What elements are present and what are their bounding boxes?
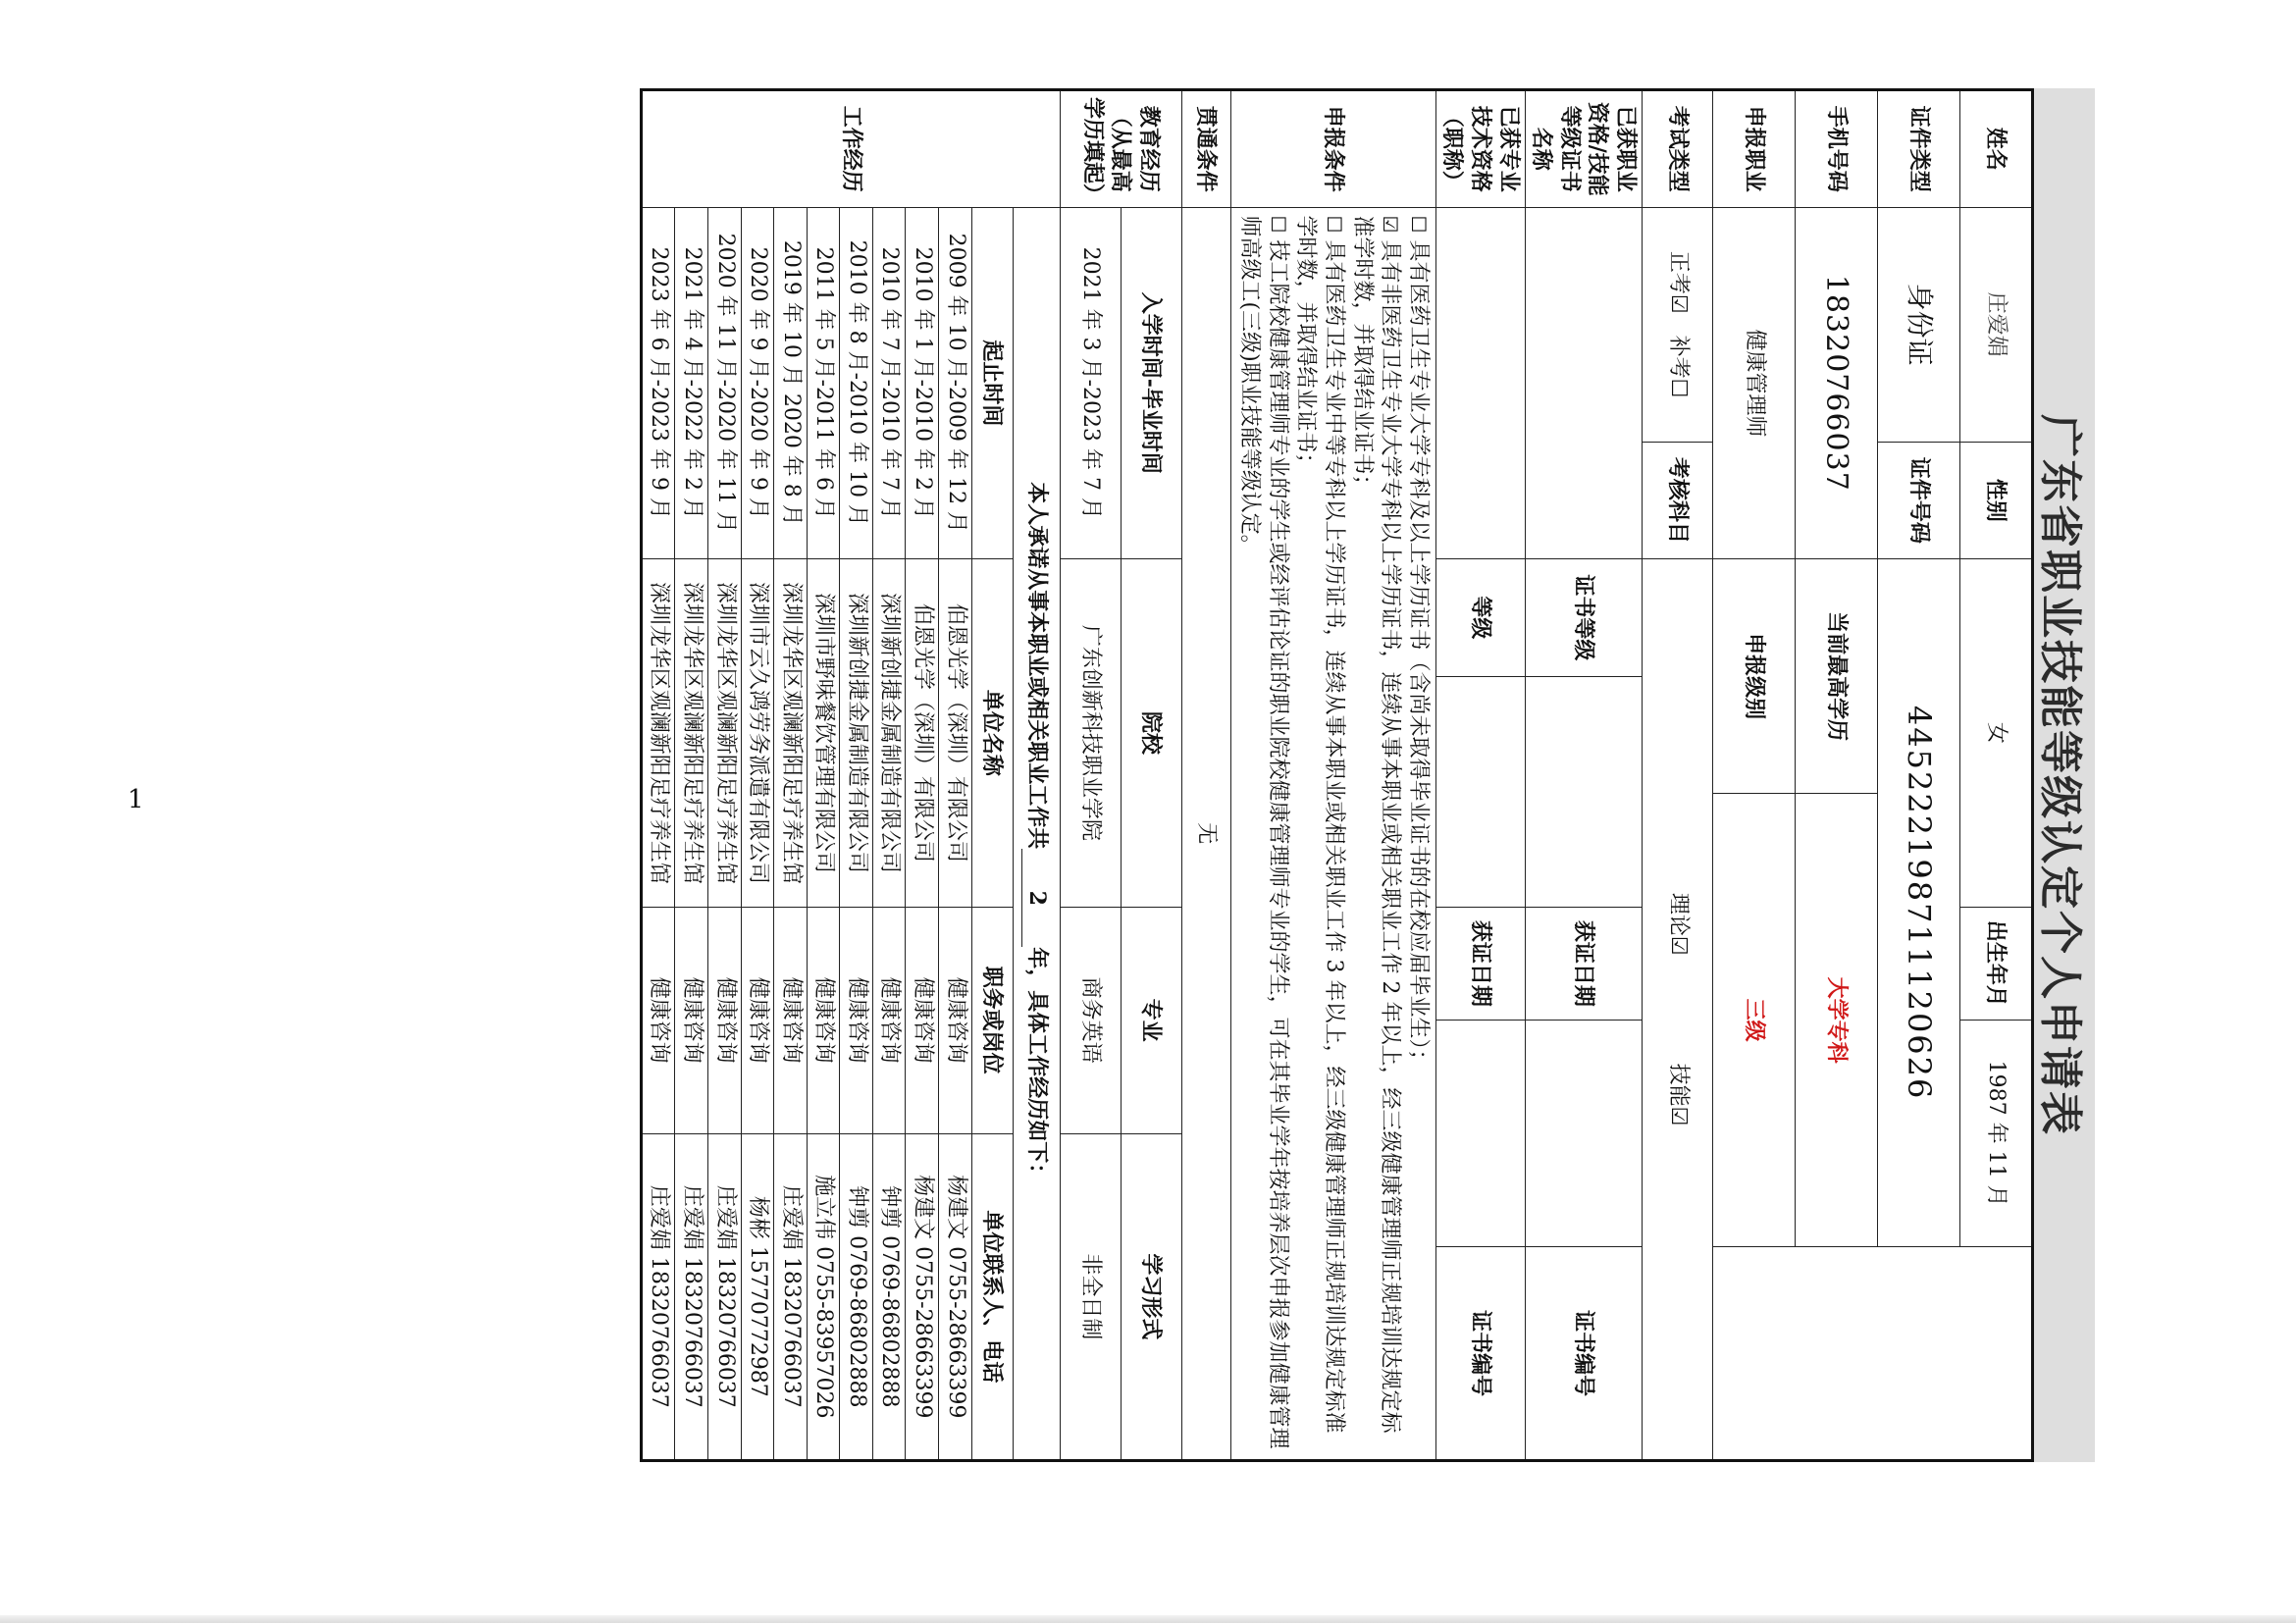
work-row (906, 90, 939, 1461)
through-value[interactable]: 无 (1181, 207, 1230, 1460)
application-form (383, 88, 2095, 1462)
work-row (641, 90, 675, 1461)
id-type-value[interactable]: 身份证 (1878, 207, 1960, 442)
work-company[interactable]: 深圳市野味餐饮管理有限公司 (807, 559, 840, 908)
vocational-cert-level-value[interactable] (1525, 676, 1642, 907)
work-position[interactable]: 健康咨询 (774, 907, 808, 1133)
scan-edge (0, 1615, 2296, 1623)
vocational-cert-date-label: 获证日期 (1525, 907, 1642, 1020)
edu-header-school: 院校 (1121, 559, 1181, 908)
vocational-cert-label: 已获职业资格/技能等级证书名称 (1525, 90, 1642, 208)
work-history-label: 工作经历 (641, 90, 1060, 208)
phone-value[interactable]: 18320766037 (1796, 207, 1878, 559)
work-time[interactable]: 2010 年 8 月-2010 年 10 月 (840, 207, 873, 559)
work-contact[interactable]: 庄爱娟 18320766037 (707, 1133, 741, 1460)
conditions-label: 申报条件 (1230, 90, 1435, 208)
vocational-cert-no-label: 证书编号 (1525, 1247, 1642, 1461)
education-label: 当前最高学历 (1796, 559, 1878, 794)
education-history-label: 教育经历（从最高学历填起） (1060, 90, 1181, 208)
professional-no-label: 证书编号 (1435, 1247, 1525, 1461)
work-row (840, 90, 873, 1461)
work-row (741, 90, 774, 1461)
work-contact[interactable]: 杨彬 15770772987 (741, 1133, 774, 1460)
exam-subject-label: 考核科目 (1643, 442, 1713, 559)
work-row (675, 90, 708, 1461)
work-header-company: 单位名称 (971, 559, 1013, 908)
work-company[interactable]: 深圳龙华区观澜新阳足疗养生馆 (774, 559, 808, 908)
work-contact[interactable]: 庄爱娟 18320766037 (675, 1133, 708, 1460)
photo-cell (1713, 1247, 2033, 1461)
work-promise (1013, 207, 1060, 1460)
occupation-label: 申报职业 (1713, 90, 1796, 208)
condition-item[interactable] (1291, 216, 1347, 1451)
work-company[interactable]: 伯恩光学（深圳）有限公司 (939, 559, 972, 908)
edu-major[interactable]: 商务英语 (1060, 907, 1121, 1133)
work-promise-prefix: 本人承诺从事本职业或相关职业工作共 (1023, 482, 1050, 850)
work-time[interactable]: 2010 年 7 月-2010 年 7 月 (872, 207, 906, 559)
work-contact[interactable]: 庄爱娟 18320766037 (774, 1133, 808, 1460)
work-contact[interactable]: 钟剪 0769-86802888 (840, 1133, 873, 1460)
condition-item[interactable] (1347, 216, 1403, 1451)
work-contact[interactable]: 施立伟 0755-83957026 (807, 1133, 840, 1460)
work-header-time: 起止时间 (971, 207, 1013, 559)
professional-level-value[interactable] (1435, 676, 1525, 907)
work-time[interactable]: 2023 年 6 月-2023 年 9 月 (641, 207, 675, 559)
work-company[interactable]: 深圳新创捷金属制造有限公司 (840, 559, 873, 908)
work-time[interactable]: 2019 年 10 月 2020 年 8 月 (774, 207, 808, 559)
work-position[interactable]: 健康咨询 (741, 907, 774, 1133)
edu-mode[interactable]: 非全日制 (1060, 1133, 1121, 1460)
id-no-label: 证件号码 (1878, 442, 1960, 559)
form-title: 广东省职业技能等级认定个人申请表 (2034, 88, 2095, 1462)
work-time[interactable]: 2010 年 1 月-2010 年 2 月 (906, 207, 939, 559)
work-header-contact: 单位联系人、电话 (971, 1133, 1013, 1460)
vocational-cert-level-label: 证书等级 (1525, 559, 1642, 677)
work-row (774, 90, 808, 1461)
birth-value[interactable]: 1987 年 11 月 (1960, 1021, 2033, 1247)
id-no-value[interactable]: 445222198711120626 (1878, 559, 1960, 1247)
name-label: 姓名 (1960, 90, 2033, 208)
work-time[interactable]: 2009 年 10 月-2009 年 12 月 (939, 207, 972, 559)
phone-label: 手机号码 (1796, 90, 1878, 208)
occupation-value[interactable]: 健康管理师 (1713, 207, 1796, 559)
name-value[interactable]: 庄爱娟 (1960, 207, 2033, 442)
exam-type-options[interactable]: 正考☑ 补考☐ (1643, 207, 1713, 442)
work-row (807, 90, 840, 1461)
work-position[interactable]: 健康咨询 (939, 907, 972, 1133)
work-company[interactable]: 深圳龙华区观澜新阳足疗养生馆 (641, 559, 675, 908)
level-value[interactable]: 三级 (1713, 794, 1796, 1247)
work-contact[interactable]: 钟剪 0769-86802888 (872, 1133, 906, 1460)
work-company[interactable]: 深圳市云久鸿劳务派遣有限公司 (741, 559, 774, 908)
conditions-list (1230, 207, 1435, 1460)
checkbox-checked-icon[interactable]: ☑ (1379, 215, 1403, 234)
edu-header-time: 入学时间-毕业时间 (1121, 207, 1181, 559)
edu-header-major: 专业 (1121, 907, 1181, 1133)
professional-date-value[interactable] (1435, 1021, 1525, 1247)
exam-type-label: 考试类型 (1643, 90, 1713, 208)
work-promise-suffix: 年，具体工作经历如下： (1023, 947, 1050, 1185)
work-position[interactable]: 健康咨询 (872, 907, 906, 1133)
work-company[interactable]: 深圳龙华区观澜新阳足疗养生馆 (707, 559, 741, 908)
condition-text: 具有非医药卫生专业大学专科以上学历证书，连续从事本职业或相关职业工作 2 年以上，经三级健康管理师正规培训达规定标准学时数，并取得结业证书； (1349, 215, 1403, 1434)
work-position[interactable]: 健康咨询 (675, 907, 708, 1133)
work-position[interactable]: 健康咨询 (906, 907, 939, 1133)
work-company[interactable]: 深圳龙华区观澜新阳足疗养生馆 (675, 559, 708, 908)
work-contact[interactable]: 庄爱娟 18320766037 (641, 1133, 675, 1460)
edu-school[interactable]: 广东创新科技职业学院 (1060, 559, 1121, 908)
work-row (872, 90, 906, 1461)
id-type-label: 证件类型 (1878, 90, 1960, 208)
professional-date-label: 获证日期 (1435, 907, 1525, 1020)
work-position[interactable]: 健康咨询 (840, 907, 873, 1133)
work-time[interactable]: 2020 年 9 月-2020 年 9 月 (741, 207, 774, 559)
work-time[interactable]: 2011 年 5 月-2011 年 6 月 (807, 207, 840, 559)
professional-title-value[interactable] (1435, 207, 1525, 559)
education-value[interactable]: 大学专科 (1796, 794, 1878, 1247)
work-header-position: 职务或岗位 (971, 907, 1013, 1133)
edu-header-mode: 学习形式 (1121, 1133, 1181, 1460)
vocational-cert-value[interactable] (1525, 207, 1642, 559)
birth-label: 出生年月 (1960, 907, 2033, 1020)
work-position[interactable]: 健康咨询 (707, 907, 741, 1133)
through-label: 贯通条件 (1181, 90, 1230, 208)
edu-time[interactable]: 2021 年 3 月-2023 年 7 月 (1060, 207, 1121, 559)
condition-item[interactable] (1403, 216, 1432, 1451)
professional-level-label: 等级 (1435, 559, 1525, 677)
work-company[interactable]: 伯恩光学（深圳）有限公司 (906, 559, 939, 908)
checkbox-icon[interactable]: ☐ (1266, 215, 1290, 234)
condition-item[interactable] (1235, 216, 1291, 1451)
work-contact[interactable]: 杨建文 0755-28663399 (939, 1133, 972, 1460)
work-years[interactable]: 2 (1021, 849, 1051, 947)
gender-value[interactable]: 女 (1960, 559, 2033, 908)
work-company[interactable]: 深圳新创捷金属制造有限公司 (872, 559, 906, 908)
work-time[interactable]: 2020 年 11 月-2020 年 11 月 (707, 207, 741, 559)
gender-label: 性别 (1960, 442, 2033, 559)
exam-subject-options[interactable]: 理论☑ 技能☑ (1643, 559, 1713, 1461)
work-row (707, 90, 741, 1461)
vocational-cert-date-value[interactable] (1525, 1021, 1642, 1247)
level-label: 申报级别 (1713, 559, 1796, 794)
condition-text: 具有医药卫生专业大学专科及以上学历证书（含尚未取得毕业证书的在校应届毕业生）； (1405, 239, 1431, 1072)
work-position[interactable]: 健康咨询 (807, 907, 840, 1133)
checkbox-icon[interactable]: ☐ (1323, 215, 1347, 234)
work-contact[interactable]: 杨建文 0755-28663399 (906, 1133, 939, 1460)
work-time[interactable]: 2021 年 4 月-2022 年 2 月 (675, 207, 708, 559)
condition-text: 技工院校健康管理师专业的学生或经评估论证的职业院校健康管理师专业的学生，可在其毕业学年按培养层次申报参加健康管理师高级工(三级)职业技能等级认定。 (1237, 215, 1290, 1449)
form-table (640, 88, 2034, 1462)
page-number: 1 (128, 785, 144, 814)
checkbox-icon[interactable]: ☐ (1406, 215, 1431, 234)
professional-title-label: 已获专业技术资格（职称） (1435, 90, 1525, 208)
work-position[interactable]: 健康咨询 (641, 907, 675, 1133)
work-row (939, 90, 972, 1461)
condition-text: 具有医药卫生专业中等专科以上学历证书，连续从事本职业或相关职业工作 3 年以上，经三级健康管理师正规培训达规定标准学时数，并取得结业证书； (1293, 215, 1347, 1434)
education-row (1060, 90, 1121, 1461)
